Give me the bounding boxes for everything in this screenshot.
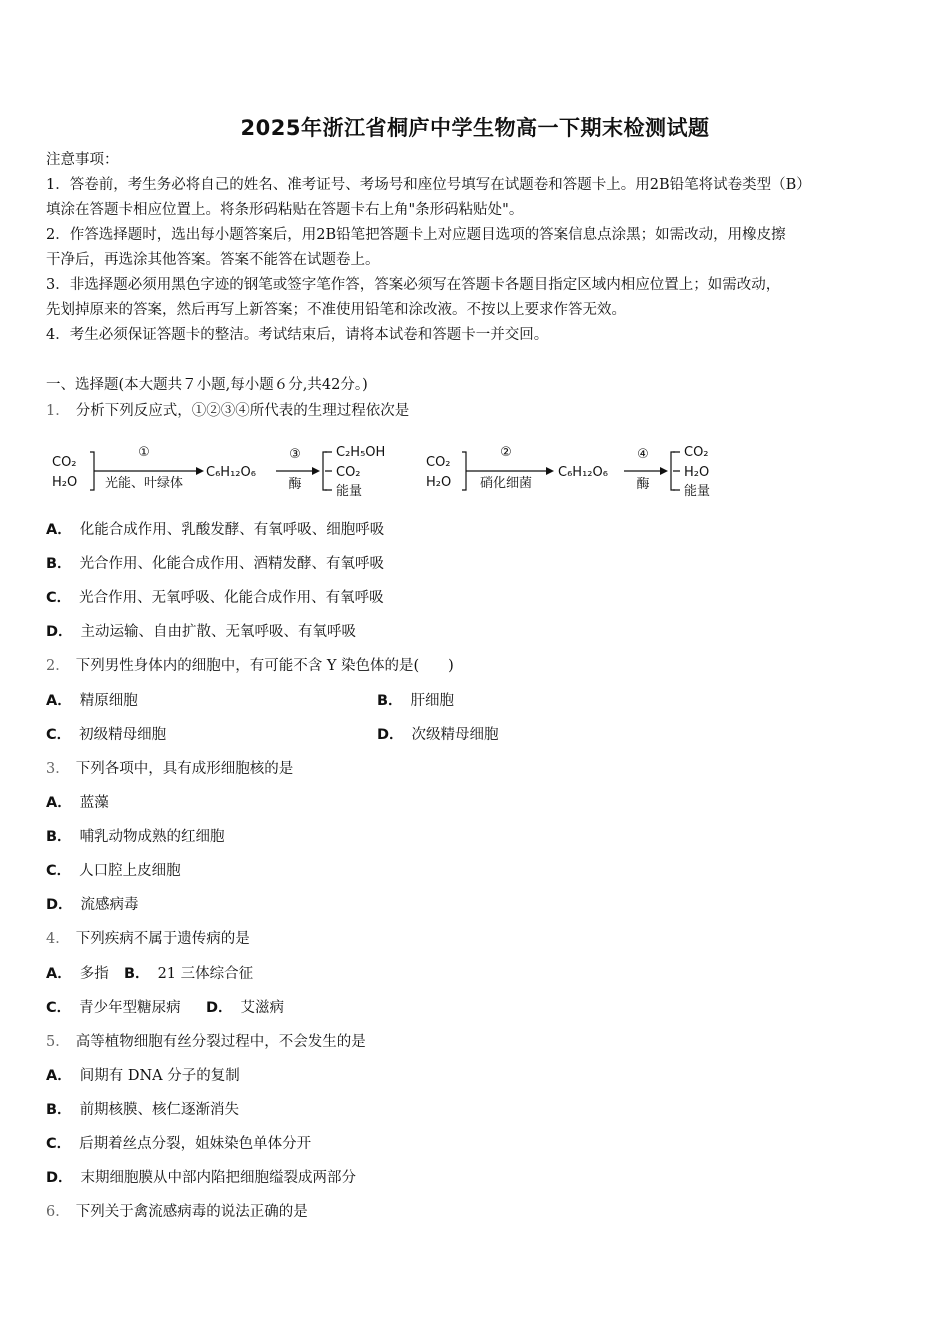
r1-arrowhead (196, 467, 204, 475)
r2-input-h2o: H₂O (426, 475, 452, 490)
option-text: 末期细胞膜从中部内陷把细胞缢裂成两部分 (80, 1170, 357, 1186)
option-b[interactable] (377, 689, 454, 710)
option-letter: B． (46, 556, 72, 572)
section-heading: 一、选择题(本大题共７小题,每小题６分,共42分。) (46, 377, 368, 393)
r1-step-label: ① (138, 445, 150, 460)
question-2 (46, 654, 454, 675)
option-d[interactable] (46, 620, 356, 641)
option-a[interactable] (46, 518, 384, 539)
r4-output-energy: 能量 (684, 484, 711, 499)
option-text: 光合作用、化能合成作用、酒精发酵、有氧呼吸 (79, 556, 385, 572)
notice-heading: 注意事项： (46, 152, 119, 168)
option-a[interactable] (46, 962, 109, 983)
option-letter: C． (46, 590, 72, 606)
option-text: 间期有 DNA 分子的复制 (79, 1068, 240, 1084)
r1-input-h2o: H₂O (52, 475, 78, 490)
notice-line: 4．考生必须保证答题卡的整洁。考试结束后，请将本试卷和答题卡一并交回。 (46, 327, 549, 343)
option-text: 青少年型糖尿病 (79, 1000, 181, 1016)
r3-arrowhead (312, 467, 320, 475)
option-b[interactable] (46, 552, 384, 573)
r2-input-co2: CO₂ (426, 455, 451, 470)
option-letter: C． (46, 727, 72, 743)
option-c[interactable] (46, 859, 181, 880)
r2-condition: 硝化细菌 (479, 476, 533, 491)
r4-step-label: ④ (637, 447, 649, 462)
option-letter: D． (46, 897, 73, 913)
option-b[interactable] (46, 1098, 239, 1119)
r4-condition: 酶 (636, 477, 650, 492)
question-text: 分析下列反应式，①②③④所代表的生理过程依次是 (75, 403, 410, 419)
question-number: 1． (46, 403, 70, 419)
option-text: 流感病毒 (80, 897, 139, 913)
question-text: 下列疾病不属于遗传病的是 (75, 931, 250, 947)
r4-output-co2: CO₂ (684, 445, 709, 460)
notice-line: 先划掉原来的答案，然后再写上新答案；不准使用铅笔和涂改液。不按以上要求作答无效。 (46, 302, 626, 318)
option-letter: A． (46, 966, 72, 982)
option-letter: B． (46, 829, 72, 845)
option-text: 后期着丝点分裂，姐妹染色单体分开 (79, 1136, 312, 1152)
option-letter: C． (46, 863, 72, 879)
option-text: 肝细胞 (410, 693, 455, 709)
notice-line: 填涂在答题卡相应位置上。将条形码粘贴在答题卡右上角"条形码粘贴处"。 (46, 202, 524, 218)
r3-output-co2: CO₂ (336, 465, 361, 480)
r2-step-label: ② (500, 445, 512, 460)
r3-output-ethanol: C₂H₅OH (336, 445, 386, 460)
option-d[interactable] (46, 893, 139, 914)
r1-product: C₆H₁₂O₆ (206, 465, 256, 480)
option-c[interactable] (46, 996, 181, 1017)
option-letter: C． (46, 1136, 72, 1152)
option-letter: B． (46, 1102, 72, 1118)
notice-line: 干净后，再选涂其他答案。答案不能答在试题卷上。 (46, 252, 380, 268)
question-text: 下列各项中，具有成形细胞核的是 (75, 761, 294, 777)
option-letter: A． (46, 693, 72, 709)
question-number: 3． (46, 761, 70, 777)
option-text: 多指 (79, 966, 109, 982)
question-number: 2． (46, 658, 70, 674)
r2-bracket (462, 452, 466, 490)
notice-line: 3．非选择题必须用黑色字迹的钢笔或签字笔作答，答案必须写在答题卡各题目指定区域内相应位置上；如需改动， (46, 277, 781, 293)
question-5 (46, 1030, 366, 1051)
option-text: 次级精母细胞 (411, 727, 499, 743)
option-b[interactable] (46, 825, 225, 846)
option-letter: A． (46, 1068, 72, 1084)
r1-condition: 光能、叶绿体 (104, 476, 184, 491)
option-d[interactable] (377, 723, 499, 744)
question-text: 高等植物细胞有丝分裂过程中，不会发生的是 (75, 1034, 366, 1050)
r1-bracket (90, 452, 94, 490)
option-letter: D． (206, 1000, 233, 1016)
notice-block (46, 148, 906, 348)
option-letter: C． (46, 1000, 72, 1016)
question-1 (46, 399, 409, 420)
question-3 (46, 757, 293, 778)
page-title: 2025年浙江省桐庐中学生物高一下期末检测试题 (240, 116, 710, 140)
question-4 (46, 927, 250, 948)
r3-branches (325, 452, 332, 490)
reaction-diagram (46, 432, 736, 504)
option-text: 前期核膜、核仁逐渐消失 (79, 1102, 240, 1118)
option-c[interactable] (46, 586, 384, 607)
option-letter: D． (46, 1170, 73, 1186)
option-text: 光合作用、无氧呼吸、化能合成作用、有氧呼吸 (79, 590, 384, 606)
option-text: 化能合成作用、乳酸发酵、有氧呼吸、细胞呼吸 (79, 522, 385, 538)
option-text: 精原细胞 (79, 693, 138, 709)
option-a[interactable] (46, 689, 138, 710)
r3-output-energy: 能量 (336, 484, 363, 499)
question-number: 6． (46, 1204, 70, 1220)
option-text: 蓝藻 (79, 795, 109, 811)
r4-output-h2o: H₂O (684, 465, 710, 480)
r3-step-label: ③ (289, 447, 301, 462)
r1-input-co2: CO₂ (52, 455, 77, 470)
option-letter: A． (46, 795, 72, 811)
option-c[interactable] (46, 1132, 311, 1153)
option-text: 初级精母细胞 (79, 727, 167, 743)
r2-product: C₆H₁₂O₆ (558, 465, 608, 480)
option-text: 艾滋病 (240, 1000, 285, 1016)
option-text: 21 三体综合征 (157, 966, 254, 982)
option-a[interactable] (46, 1064, 240, 1085)
option-letter: D． (377, 727, 404, 743)
r4-arrowhead (660, 467, 668, 475)
option-d[interactable] (46, 1166, 356, 1187)
r3-condition: 酶 (288, 477, 302, 492)
question-6 (46, 1200, 308, 1221)
r4-branches (673, 452, 680, 490)
question-number: 5． (46, 1034, 70, 1050)
notice-line: 1．答卷前，考生务必将自己的姓名、准考证号、考场号和座位号填写在试题卷和答题卡上。用2B铅笔将试卷类型（B） (46, 177, 811, 193)
option-b[interactable] (124, 962, 253, 983)
option-letter: B． (377, 693, 403, 709)
option-d[interactable] (206, 996, 284, 1017)
option-text: 主动运输、自由扩散、无氧呼吸、有氧呼吸 (80, 624, 357, 640)
notice-line: 2．作答选择题时，选出每小题答案后，用2B铅笔把答题卡上对应题目选项的答案信息点涂黑；如需改动，用橡皮擦 (46, 227, 786, 243)
question-text: 下列关于禽流感病毒的说法正确的是 (75, 1204, 308, 1220)
option-letter: D． (46, 624, 73, 640)
question-number: 4． (46, 931, 70, 947)
question-text: 下列男性身体内的细胞中，有可能不含 Y 染色体的是( ) (75, 658, 454, 674)
option-letter: A． (46, 522, 72, 538)
option-c[interactable] (46, 723, 166, 744)
option-a[interactable] (46, 791, 109, 812)
option-text: 人口腔上皮细胞 (79, 863, 181, 879)
option-letter: B． (124, 966, 150, 982)
option-text: 哺乳动物成熟的红细胞 (79, 829, 225, 845)
r2-arrowhead (546, 467, 554, 475)
